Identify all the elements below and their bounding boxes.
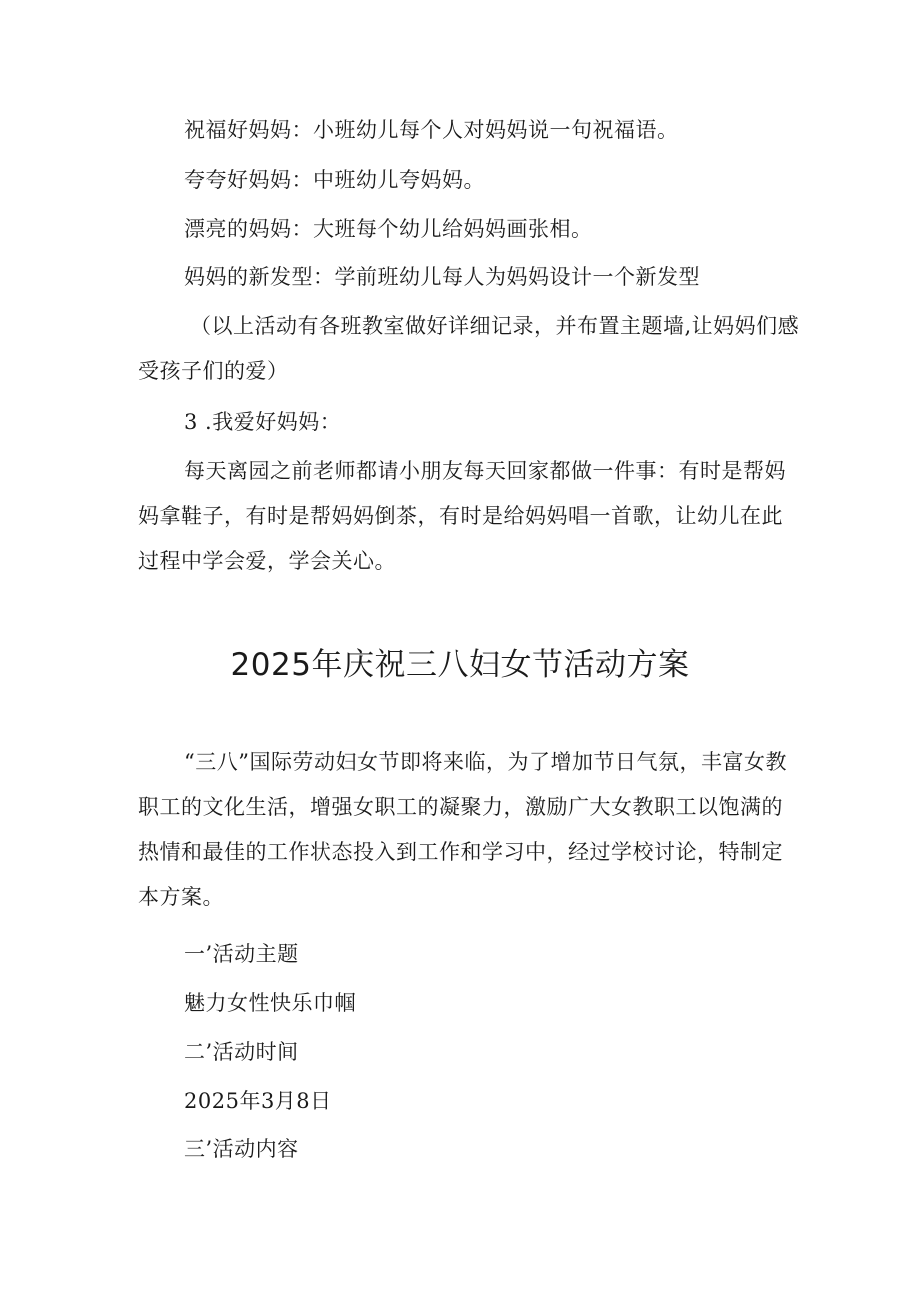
plan-section-2-heading: 二’活动时间: [184, 1040, 299, 1064]
activity-item-praise: 夸夸好妈妈：中班幼儿夸妈妈。: [184, 168, 485, 192]
plan-section-1-body: 魅力女性快乐巾帼: [184, 991, 356, 1015]
activity-item-bless: 祝福好妈妈：小班幼儿每个人对妈妈说一句祝福语。: [184, 118, 679, 142]
plan-section-1-heading: 一’活动主题: [184, 942, 299, 966]
activity-item-hair: 妈妈的新发型：学前班幼儿每人为妈妈设计一个新发型: [184, 265, 700, 289]
plan-section-2-body: 2025年3月8日: [184, 1089, 332, 1113]
activity-note: （以上活动有各班教室做好详细记录，并布置主题墙,让妈妈们感受孩子们的爱）: [138, 314, 800, 383]
activity-item-pretty: 漂亮的妈妈：大班每个幼儿给妈妈画张相。: [184, 217, 593, 241]
section-heading-3: 3 .我爱好妈妈：: [184, 410, 342, 434]
plan-section-3-heading: 三’活动内容: [184, 1137, 299, 1161]
plan-intro-paragraph: “三八”国际劳动妇女节即将来临，为了增加节日气氛，丰富女教职工的文化生活，增强女职工的凝聚力，激励广大女教职工以饱满的热情和最佳的工作状态投入到工作和学习中，经过学校讨论，特制定本方案。: [138, 750, 787, 909]
plan-title: 2025年庆祝三八妇女节活动方案: [230, 647, 690, 683]
daily-task-paragraph: 每天离园之前老师都请小朋友每天回家都做一件事：有时是帮妈妈拿鞋子，有时是帮妈妈倒茶，有时是给妈妈唱一首歌，让幼儿在此过程中学会爱，学会关心。: [138, 459, 786, 573]
